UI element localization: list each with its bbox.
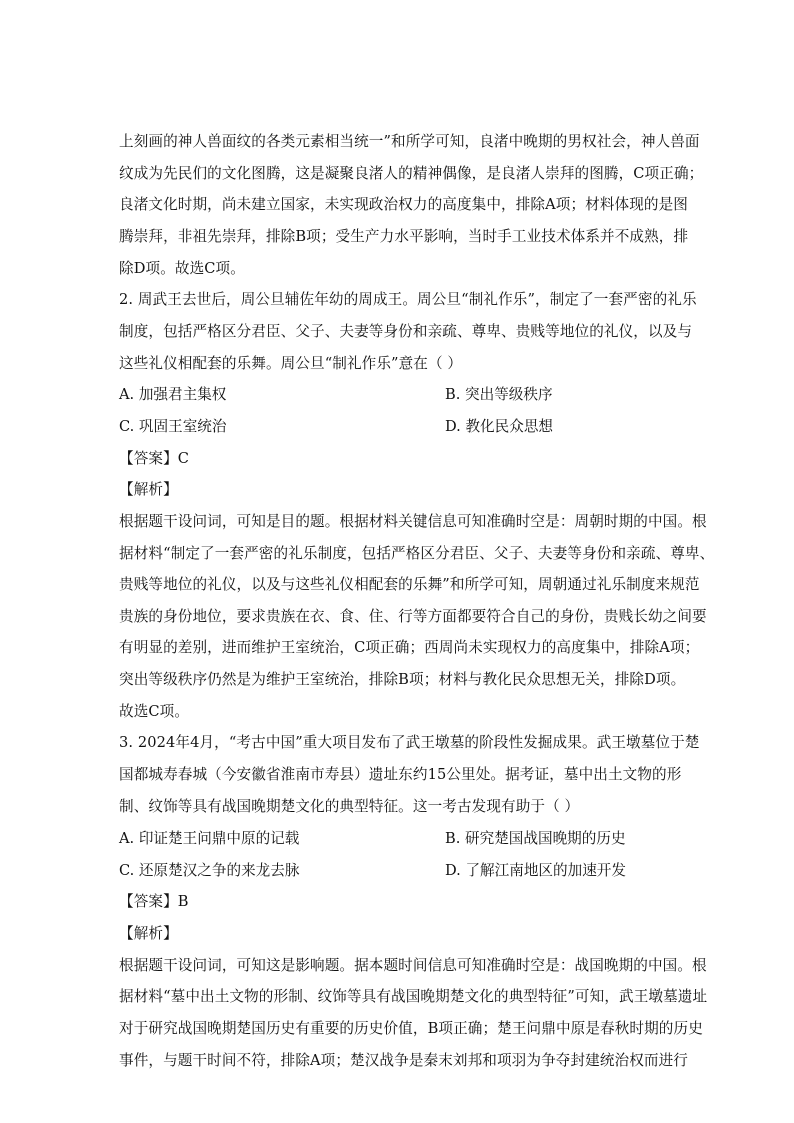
q2-analysis-line-4: 贵族的身份地位，要求贵族在衣、食、住、行等方面都要符合自己的身份，贵贱长幼之间要 xyxy=(119,608,707,625)
q2-stem-line-3: 这些礼仪相配套的乐舞。周公旦“制礼作乐”意在（ ） xyxy=(119,355,463,372)
q2-analysis-line-5: 有明显的差别，进而维护王室统治，C项正确；西周尚未实现权力的高度集中，排除A项； xyxy=(119,639,700,656)
q3-option-c: C. 还原楚汉之争的来龙去脉 xyxy=(119,862,300,879)
q3-analysis-line-4: 事件，与题干时间不符，排除A项；楚汉战争是秦末刘邦和项羽为争夺封建统治权而进行 xyxy=(119,1052,689,1069)
prev-analysis-line-2: 纹成为先民们的文化图腾，这是凝聚良渚人的精神偶像，是良渚人崇拜的图腾，C项正确； xyxy=(119,165,704,182)
q3-stem-line-1: 3. 2024年4月，“考古中国”重大项目发布了武王墩墓的阶段性发掘成果。武王墩墓位于楚 xyxy=(119,734,700,751)
prev-analysis-line-1: 上刻画的神人兽面纹的各类元素相当统一”和所学可知，良渚中晚期的男权社会，神人兽面 xyxy=(119,133,700,150)
q3-option-d: D. 了解江南地区的加速开发 xyxy=(445,862,626,879)
q2-option-c: C. 巩固王室统治 xyxy=(119,418,227,435)
q3-analysis-line-1: 根据题干设问词，可知这是影响题。据本题时间信息可知准确时空是：战国晚期的中国。根 xyxy=(119,957,707,974)
prev-analysis-line-4: 腾崇拜，非祖先崇拜，排除B项；受生产力水平影响，当时手工业技术体系并不成熟，排 xyxy=(119,228,689,245)
q2-option-b: B. 突出等级秩序 xyxy=(445,386,553,403)
q3-stem-line-2: 国都城寿春城（今安徽省淮南市寿县）遗址东约15公里处。据考证，墓中出土文物的形 xyxy=(119,766,682,783)
q3-option-b: B. 研究楚国战国晚期的历史 xyxy=(445,830,626,847)
q3-analysis-title: 【解析】 xyxy=(119,925,178,942)
q3-answer: 【答案】B xyxy=(119,893,189,910)
prev-analysis-line-3: 良渚文化时期，尚未建立国家，未实现政治权力的高度集中，排除A项；材料体现的是图 xyxy=(119,196,689,213)
q2-analysis-line-6: 突出等级秩序仍然是为维护王室统治，排除B项；材料与教化民众思想无关，排除D项。 xyxy=(119,671,686,688)
q2-analysis-title: 【解析】 xyxy=(119,481,178,498)
q2-stem-line-2: 制度，包括严格区分君臣、父子、夫妻等身份和亲疏、尊卑、贵贱等地位的礼仪，以及与 xyxy=(119,323,693,340)
prev-analysis-line-5: 除D项。故选C项。 xyxy=(119,260,245,277)
q3-option-a: A. 印证楚王问鼎中原的记载 xyxy=(119,830,300,847)
q2-analysis-line-2: 据材料“制定了一套严密的礼乐制度，包括严格区分君臣、父子、夫妻等身份和亲疏、尊卑、 xyxy=(119,545,715,562)
q3-analysis-line-2: 据材料“墓中出土文物的形制、纹饰等具有战国晚期楚文化的典型特征”可知，武王墩墓遗址 xyxy=(119,988,708,1005)
q2-stem-line-1: 2. 周武王去世后，周公旦辅佐年幼的周成王。周公旦“制礼作乐”，制定了一套严密的礼乐 xyxy=(119,291,697,308)
q2-analysis-line-1: 根据题干设问词，可知是目的题。根据材料关键信息可知准确时空是：周朝时期的中国。根 xyxy=(119,513,707,530)
q2-option-d: D. 教化民众思想 xyxy=(445,418,554,435)
q2-answer: 【答案】C xyxy=(119,450,190,467)
q2-analysis-line-3: 贵贱等地位的礼仪，以及与这些礼仪相配套的乐舞”和所学可知，周朝通过礼乐制度来规范 xyxy=(119,576,700,593)
q3-analysis-line-3: 对于研究战国晚期楚国历史有重要的历史价值，B项正确；楚王问鼎中原是春秋时期的历史 xyxy=(119,1020,703,1037)
q2-option-a: A. 加强君主集权 xyxy=(119,386,227,403)
q3-stem-line-3: 制、纹饰等具有战国晚期楚文化的典型特征。这一考古发现有助于（ ） xyxy=(119,798,580,815)
q2-analysis-line-7: 故选C项。 xyxy=(119,703,190,720)
